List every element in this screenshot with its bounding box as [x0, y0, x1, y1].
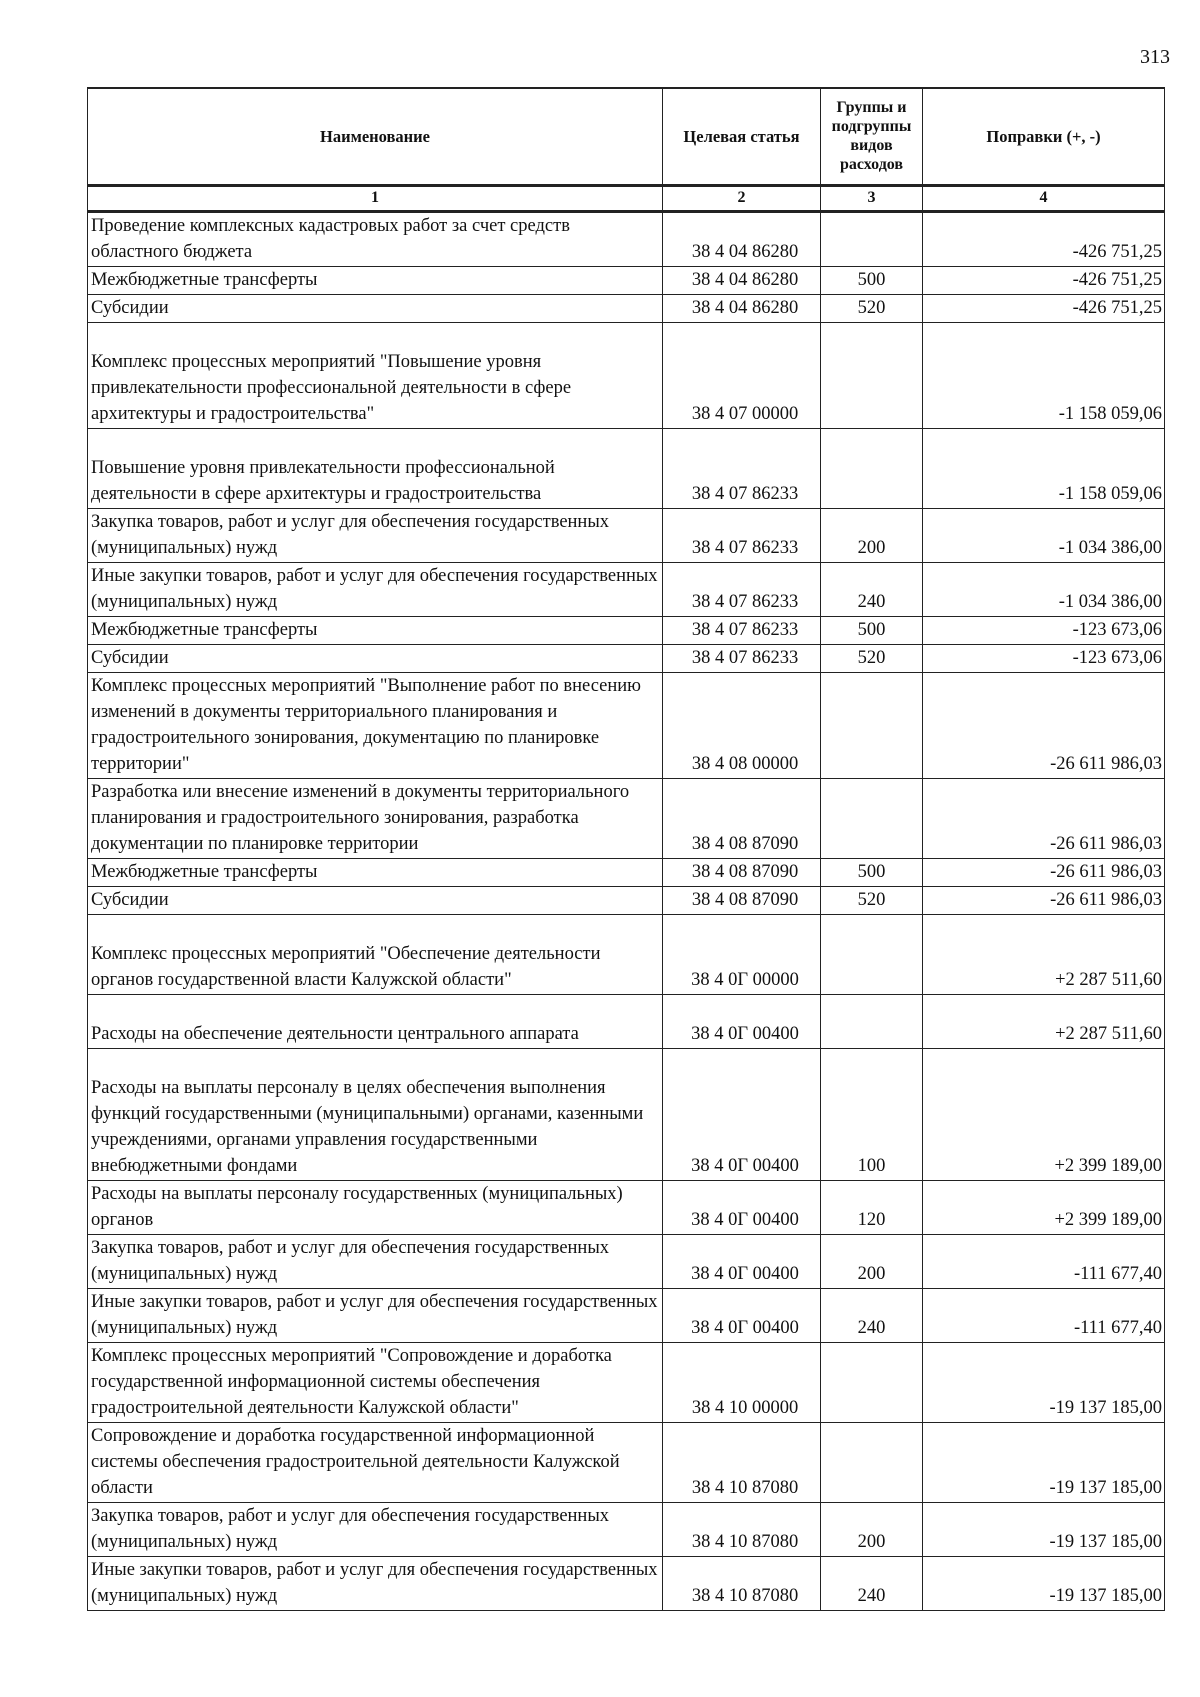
table-row [88, 1235, 1165, 1289]
column-index: 4 [923, 186, 1165, 212]
table-row [88, 1049, 1165, 1181]
table-row [88, 645, 1165, 673]
row-expense-group: 240 [821, 1289, 923, 1343]
table-row [88, 1503, 1165, 1557]
row-expense-group: 120 [821, 1181, 923, 1235]
table-row [88, 995, 1165, 1049]
row-target-code: 38 4 0Г 00400 [663, 1235, 821, 1289]
header-expense-groups: Группы и подгруппы видов расходов [821, 88, 923, 186]
row-name: Разработка или внесение изменений в документы территориального планирования и градостроительного зонирования, разработка документации по планировке территории [88, 779, 663, 859]
table-row [88, 915, 1165, 995]
row-expense-group [821, 429, 923, 509]
row-name: Расходы на обеспечение деятельности центрального аппарата [88, 995, 663, 1049]
row-expense-group [821, 673, 923, 779]
row-name: Межбюджетные трансферты [88, 617, 663, 645]
row-target-code: 38 4 0Г 00400 [663, 1181, 821, 1235]
row-name: Межбюджетные трансферты [88, 267, 663, 295]
table-row [88, 859, 1165, 887]
row-target-code: 38 4 08 87090 [663, 779, 821, 859]
row-expense-group [821, 915, 923, 995]
row-name: Комплекс процессных мероприятий "Обеспечение деятельности органов государственной власти Калужской области" [88, 915, 663, 995]
table-header-row [88, 88, 1165, 186]
row-correction-amount: -426 751,25 [923, 295, 1165, 323]
header-corrections: Поправки (+, -) [923, 88, 1165, 186]
column-index: 1 [88, 186, 663, 212]
row-name: Сопровождение и доработка государственной информационной системы обеспечения градостроительной деятельности Калужской области [88, 1423, 663, 1503]
row-target-code: 38 4 08 87090 [663, 859, 821, 887]
table-row [88, 212, 1165, 267]
row-correction-amount: -1 034 386,00 [923, 563, 1165, 617]
table-row [88, 1181, 1165, 1235]
row-correction-amount: -426 751,25 [923, 267, 1165, 295]
row-name: Расходы на выплаты персоналу государственных (муниципальных) органов [88, 1181, 663, 1235]
row-target-code: 38 4 10 87080 [663, 1503, 821, 1557]
row-correction-amount: -19 137 185,00 [923, 1343, 1165, 1423]
row-expense-group: 500 [821, 617, 923, 645]
table-row [88, 295, 1165, 323]
row-name: Межбюджетные трансферты [88, 859, 663, 887]
row-expense-group [821, 779, 923, 859]
row-correction-amount: -123 673,06 [923, 645, 1165, 673]
row-target-code: 38 4 08 87090 [663, 887, 821, 915]
row-correction-amount: +2 287 511,60 [923, 915, 1165, 995]
row-target-code: 38 4 04 86280 [663, 212, 821, 267]
row-expense-group: 520 [821, 295, 923, 323]
row-correction-amount: +2 399 189,00 [923, 1181, 1165, 1235]
row-name: Комплекс процессных мероприятий "Выполнение работ по внесению изменений в документы территориального планирования и градостроительного зонирования, документацию по планировке территории" [88, 673, 663, 779]
table-row [88, 323, 1165, 429]
row-target-code: 38 4 0Г 00400 [663, 995, 821, 1049]
row-target-code: 38 4 10 87080 [663, 1423, 821, 1503]
row-name: Расходы на выплаты персоналу в целях обеспечения выполнения функций государственными (муниципальными) органами, казенными учреждениями, органами управления государственными внебюджетными фондами [88, 1049, 663, 1181]
row-name: Иные закупки товаров, работ и услуг для обеспечения государственных (муниципальных) нужд [88, 1289, 663, 1343]
row-expense-group [821, 995, 923, 1049]
table-body [88, 212, 1165, 1611]
row-name: Проведение комплексных кадастровых работ за счет средств областного бюджета [88, 212, 663, 267]
row-name: Закупка товаров, работ и услуг для обеспечения государственных (муниципальных) нужд [88, 1503, 663, 1557]
table-row [88, 1289, 1165, 1343]
row-target-code: 38 4 04 86280 [663, 295, 821, 323]
row-correction-amount: -111 677,40 [923, 1235, 1165, 1289]
row-target-code: 38 4 07 86233 [663, 617, 821, 645]
row-correction-amount: +2 399 189,00 [923, 1049, 1165, 1181]
header-target-article: Целевая статья [663, 88, 821, 186]
table-row [88, 429, 1165, 509]
row-target-code: 38 4 0Г 00000 [663, 915, 821, 995]
table-row [88, 1343, 1165, 1423]
row-target-code: 38 4 07 86233 [663, 563, 821, 617]
row-correction-amount: -26 611 986,03 [923, 859, 1165, 887]
table-row [88, 563, 1165, 617]
row-target-code: 38 4 07 86233 [663, 429, 821, 509]
row-expense-group: 520 [821, 645, 923, 673]
row-name: Комплекс процессных мероприятий "Повышение уровня привлекательности профессиональной деятельности в сфере архитектуры и градостроительства" [88, 323, 663, 429]
row-expense-group: 520 [821, 887, 923, 915]
row-correction-amount: -19 137 185,00 [923, 1557, 1165, 1611]
row-correction-amount: -1 034 386,00 [923, 509, 1165, 563]
table-row [88, 509, 1165, 563]
row-correction-amount: -123 673,06 [923, 617, 1165, 645]
row-correction-amount: -26 611 986,03 [923, 779, 1165, 859]
row-expense-group: 200 [821, 1503, 923, 1557]
row-name: Иные закупки товаров, работ и услуг для обеспечения государственных (муниципальных) нужд [88, 563, 663, 617]
row-correction-amount: -426 751,25 [923, 212, 1165, 267]
table-row [88, 887, 1165, 915]
column-index-row [88, 186, 1165, 212]
table-row [88, 267, 1165, 295]
row-correction-amount: -19 137 185,00 [923, 1503, 1165, 1557]
header-name: Наименование [88, 88, 663, 186]
row-correction-amount: -19 137 185,00 [923, 1423, 1165, 1503]
row-correction-amount: -1 158 059,06 [923, 323, 1165, 429]
budget-corrections-table [87, 87, 1165, 1611]
row-name: Закупка товаров, работ и услуг для обеспечения государственных (муниципальных) нужд [88, 509, 663, 563]
table-row [88, 617, 1165, 645]
column-index: 3 [821, 186, 923, 212]
row-expense-group [821, 323, 923, 429]
table-row [88, 1423, 1165, 1503]
column-index: 2 [663, 186, 821, 212]
row-target-code: 38 4 08 00000 [663, 673, 821, 779]
row-correction-amount: -111 677,40 [923, 1289, 1165, 1343]
row-target-code: 38 4 07 86233 [663, 645, 821, 673]
row-target-code: 38 4 04 86280 [663, 267, 821, 295]
row-expense-group: 240 [821, 1557, 923, 1611]
row-expense-group: 240 [821, 563, 923, 617]
page-number: 313 [1140, 46, 1170, 68]
row-target-code: 38 4 0Г 00400 [663, 1049, 821, 1181]
row-correction-amount: -1 158 059,06 [923, 429, 1165, 509]
row-expense-group: 200 [821, 1235, 923, 1289]
table-row [88, 779, 1165, 859]
row-name: Закупка товаров, работ и услуг для обеспечения государственных (муниципальных) нужд [88, 1235, 663, 1289]
row-expense-group: 200 [821, 509, 923, 563]
row-correction-amount: -26 611 986,03 [923, 673, 1165, 779]
row-expense-group [821, 212, 923, 267]
row-target-code: 38 4 10 87080 [663, 1557, 821, 1611]
row-expense-group [821, 1343, 923, 1423]
row-expense-group [821, 1423, 923, 1503]
row-target-code: 38 4 07 00000 [663, 323, 821, 429]
row-expense-group: 100 [821, 1049, 923, 1181]
table-row [88, 1557, 1165, 1611]
row-expense-group: 500 [821, 267, 923, 295]
row-name: Комплекс процессных мероприятий "Сопровождение и доработка государственной информационной системы обеспечения градостроительной деятельности Калужской области" [88, 1343, 663, 1423]
row-correction-amount: +2 287 511,60 [923, 995, 1165, 1049]
row-expense-group: 500 [821, 859, 923, 887]
row-name: Субсидии [88, 645, 663, 673]
row-name: Субсидии [88, 887, 663, 915]
row-target-code: 38 4 0Г 00400 [663, 1289, 821, 1343]
row-name: Иные закупки товаров, работ и услуг для обеспечения государственных (муниципальных) нужд [88, 1557, 663, 1611]
row-correction-amount: -26 611 986,03 [923, 887, 1165, 915]
row-name: Субсидии [88, 295, 663, 323]
row-target-code: 38 4 10 00000 [663, 1343, 821, 1423]
row-name: Повышение уровня привлекательности профессиональной деятельности в сфере архитектуры и градостроительства [88, 429, 663, 509]
table-row [88, 673, 1165, 779]
row-target-code: 38 4 07 86233 [663, 509, 821, 563]
